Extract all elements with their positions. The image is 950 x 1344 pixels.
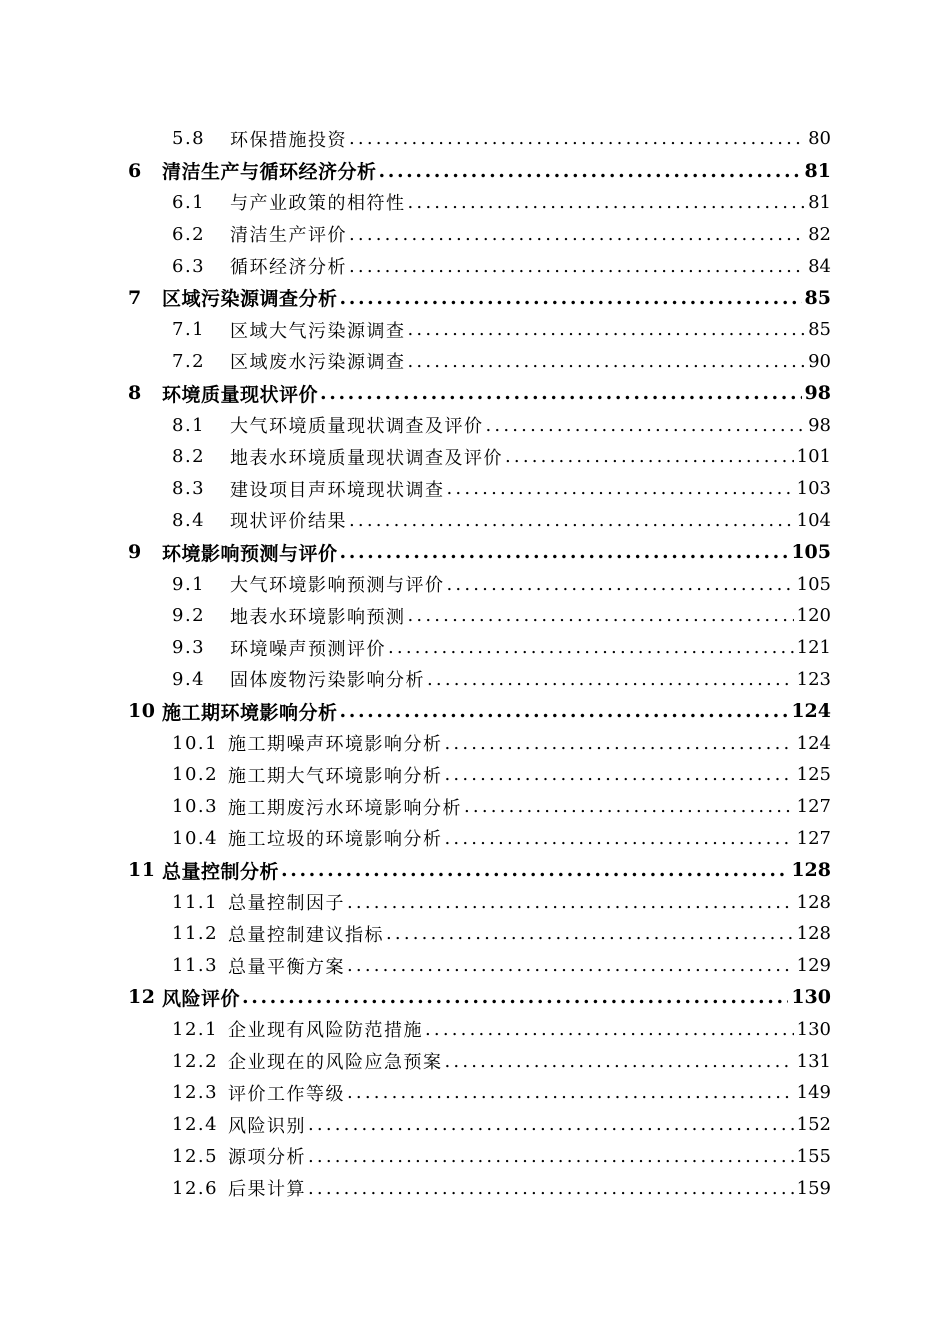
toc-dot-leader xyxy=(486,415,806,436)
toc-dot-leader xyxy=(505,446,794,467)
toc-entry-number: 9.2 xyxy=(172,605,206,627)
toc-entry-number: 10.3 xyxy=(172,796,219,818)
toc-chapter-entry[interactable] xyxy=(0,982,950,1014)
toc-dot-leader xyxy=(347,1082,794,1103)
toc-entry-number: 9.4 xyxy=(172,668,206,690)
toc-entry-number: 6.3 xyxy=(172,255,206,277)
toc-dot-leader xyxy=(379,160,802,182)
toc-dot-leader xyxy=(349,224,805,245)
toc-dot-leader xyxy=(320,382,802,404)
toc-entry-title: 总量控制因子 xyxy=(228,893,345,915)
toc-dot-leader xyxy=(408,319,806,340)
toc-entry-title: 环境质量现状评价 xyxy=(162,383,319,406)
toc-entry-number: 8.3 xyxy=(172,478,206,500)
toc-entry-number: 8.4 xyxy=(172,509,206,531)
toc-section-entry[interactable] xyxy=(0,1141,950,1173)
toc-entry-page-number: 85 xyxy=(804,286,831,309)
toc-dot-leader xyxy=(340,287,802,309)
toc-dot-leader xyxy=(464,796,794,817)
toc-entry-title: 循环经济分析 xyxy=(230,257,347,279)
toc-entry-number: 12.5 xyxy=(172,1145,219,1167)
toc-chapter-entry[interactable] xyxy=(0,854,950,886)
toc-entry-page-number: 90 xyxy=(808,350,831,372)
toc-entry-number: 12.4 xyxy=(172,1114,219,1136)
toc-dot-leader xyxy=(308,1114,794,1135)
toc-entry-number: 7.1 xyxy=(172,319,206,341)
toc-entry-number: 12.3 xyxy=(172,1082,219,1104)
toc-entry-page-number: 127 xyxy=(796,827,831,849)
toc-entry-page-number: 125 xyxy=(796,764,831,786)
toc-dot-leader xyxy=(308,1146,794,1167)
toc-entry-title: 清洁生产评价 xyxy=(230,225,347,247)
toc-section-entry[interactable] xyxy=(0,473,950,505)
toc-entry-page-number: 81 xyxy=(804,159,831,182)
toc-entry-number: 7 xyxy=(128,286,142,309)
toc-entry-number: 6.1 xyxy=(172,191,206,213)
toc-entry-title: 企业现有风险防范措施 xyxy=(228,1020,423,1042)
toc-dot-leader xyxy=(386,923,794,944)
toc-entry-page-number: 105 xyxy=(791,541,831,564)
toc-entry-number: 8 xyxy=(128,382,142,405)
toc-entry-number: 7.2 xyxy=(172,350,206,372)
toc-entry-title: 施工垃圾的环境影响分析 xyxy=(228,829,443,851)
toc-entry-title: 企业现在的风险应急预案 xyxy=(228,1052,443,1073)
toc-entry-title: 施工期大气环境影响分析 xyxy=(228,765,443,787)
toc-entry-page-number: 128 xyxy=(791,859,831,882)
toc-section-entry[interactable] xyxy=(0,632,950,664)
toc-entry-number: 10.2 xyxy=(172,764,219,786)
toc-entry-title: 总量控制建议指标 xyxy=(228,924,384,946)
toc-entry-title: 施工期环境影响分析 xyxy=(162,701,338,724)
toc-section-entry[interactable] xyxy=(0,918,950,950)
toc-entry-page-number: 128 xyxy=(796,923,831,945)
toc-section-entry[interactable] xyxy=(0,950,950,982)
toc-section-entry[interactable] xyxy=(0,600,950,632)
toc-dot-leader xyxy=(349,256,805,277)
toc-entry-number: 12.1 xyxy=(172,1018,219,1040)
toc-section-entry[interactable] xyxy=(0,409,950,441)
toc-entry-page-number: 130 xyxy=(796,1018,831,1040)
toc-entry-title: 区域废水污染源调查 xyxy=(230,352,406,374)
toc-section-entry[interactable] xyxy=(0,823,950,855)
toc-entry-page-number: 80 xyxy=(808,128,831,150)
toc-section-entry[interactable] xyxy=(0,314,950,346)
toc-section-entry[interactable] xyxy=(0,123,950,155)
toc-entry-title: 固体废物污染影响分析 xyxy=(230,670,425,692)
toc-entry-page-number: 152 xyxy=(796,1114,831,1136)
toc-entry-number: 5.8 xyxy=(172,128,206,150)
toc-entry-title: 区域大气污染源调查 xyxy=(230,320,406,342)
toc-entry-page-number: 98 xyxy=(804,382,831,405)
toc-section-entry[interactable] xyxy=(0,1172,950,1204)
toc-entry-title: 地表水环境影响预测 xyxy=(230,606,406,628)
toc-entry-page-number: 127 xyxy=(796,796,831,818)
toc-entry-page-number: 130 xyxy=(791,986,831,1009)
toc-section-entry[interactable] xyxy=(0,664,950,696)
toc-entry-title: 环保措施投资 xyxy=(230,129,347,151)
toc-entry-title: 地表水环境质量现状调查及评价 xyxy=(230,447,503,469)
toc-entry-number: 10 xyxy=(128,700,156,723)
toc-entry-number: 9 xyxy=(128,541,142,564)
toc-entry-number: 6 xyxy=(128,159,142,182)
toc-entry-title: 建设项目声环境现状调查 xyxy=(230,479,445,501)
toc-chapter-entry[interactable] xyxy=(0,536,950,568)
toc-entry-number: 10.4 xyxy=(172,827,219,849)
toc-dot-leader xyxy=(408,605,794,626)
toc-entry-title: 大气环境质量现状调查及评价 xyxy=(230,416,484,438)
toc-entry-page-number: 82 xyxy=(808,223,831,245)
toc-entry-number: 12 xyxy=(128,986,156,1009)
toc-dot-leader xyxy=(347,955,794,976)
toc-entry-title: 源项分析 xyxy=(228,1147,306,1169)
toc-entry-title: 施工期噪声环境影响分析 xyxy=(228,734,443,756)
toc-entry-page-number: 155 xyxy=(796,1145,831,1167)
toc-entry-title: 清洁生产与循环经济分析 xyxy=(162,161,377,184)
toc-dot-leader xyxy=(447,574,794,595)
toc-entry-page-number: 84 xyxy=(808,255,831,277)
toc-chapter-entry[interactable] xyxy=(0,377,950,409)
toc-dot-leader xyxy=(308,1178,794,1199)
toc-entry-number: 9.1 xyxy=(172,573,206,595)
toc-section-entry[interactable] xyxy=(0,505,950,537)
toc-chapter-entry[interactable] xyxy=(0,695,950,727)
toc-dot-leader xyxy=(242,986,788,1008)
toc-entry-title: 评价工作等级 xyxy=(228,1083,345,1105)
toc-entry-title: 风险评价 xyxy=(162,987,241,1010)
toc-dot-leader xyxy=(425,1019,794,1040)
toc-section-entry[interactable] xyxy=(0,187,950,219)
toc-dot-leader xyxy=(408,192,806,213)
toc-dot-leader xyxy=(347,892,794,913)
toc-entry-title: 风险识别 xyxy=(228,1115,306,1137)
toc-section-entry[interactable] xyxy=(0,250,950,282)
toc-dot-leader xyxy=(388,637,794,658)
toc-dot-leader xyxy=(447,478,794,499)
toc-entry-page-number: 98 xyxy=(808,414,831,436)
toc-entry-page-number: 159 xyxy=(796,1177,831,1199)
toc-section-entry[interactable] xyxy=(0,441,950,473)
toc-entry-number: 12.2 xyxy=(172,1050,219,1072)
toc-section-entry[interactable] xyxy=(0,1109,950,1141)
toc-entry-number: 12.6 xyxy=(172,1177,219,1199)
toc-entry-number: 11.2 xyxy=(172,923,219,945)
toc-section-entry[interactable] xyxy=(0,727,950,759)
toc-section-entry[interactable] xyxy=(0,886,950,918)
toc-section-entry[interactable] xyxy=(0,346,950,378)
toc-section-entry[interactable] xyxy=(0,791,950,823)
toc-entry-number: 6.2 xyxy=(172,223,206,245)
toc-entry-title: 与产业政策的相符性 xyxy=(230,193,406,215)
toc-entry-page-number: 81 xyxy=(808,191,831,213)
toc-entry-number: 8.2 xyxy=(172,446,206,468)
toc-entry-page-number: 131 xyxy=(796,1050,831,1072)
toc-dot-leader xyxy=(445,733,794,754)
toc-entry-page-number: 105 xyxy=(796,573,831,595)
toc-dot-leader xyxy=(349,128,805,149)
toc-entry-title: 现状评价结果 xyxy=(230,511,347,533)
toc-entry-number: 10.1 xyxy=(172,732,219,754)
toc-dot-leader xyxy=(408,351,806,372)
toc-section-entry[interactable] xyxy=(0,568,950,600)
toc-entry-page-number: 85 xyxy=(808,319,831,341)
toc-dot-leader xyxy=(340,700,789,722)
toc-entry-title: 大气环境影响预测与评价 xyxy=(230,575,445,597)
toc-entry-title: 区域污染源调查分析 xyxy=(162,288,338,311)
toc-dot-leader xyxy=(445,1051,794,1072)
toc-chapter-entry[interactable] xyxy=(0,282,950,314)
table-of-contents xyxy=(0,123,950,1204)
toc-dot-leader xyxy=(427,669,794,690)
toc-entry-page-number: 103 xyxy=(796,478,831,500)
toc-entry-number: 11.3 xyxy=(172,955,219,977)
toc-entry-page-number: 129 xyxy=(796,955,831,977)
toc-entry-title: 后果计算 xyxy=(228,1179,306,1201)
toc-entry-title: 总量平衡方案 xyxy=(228,956,345,978)
toc-entry-page-number: 128 xyxy=(796,891,831,913)
toc-chapter-entry[interactable] xyxy=(0,155,950,187)
toc-entry-number: 11 xyxy=(128,859,156,882)
toc-dot-leader xyxy=(281,859,788,881)
toc-entry-title: 环境噪声预测评价 xyxy=(230,638,386,660)
toc-entry-page-number: 104 xyxy=(796,509,831,531)
toc-dot-leader xyxy=(349,510,794,531)
toc-entry-page-number: 120 xyxy=(796,605,831,627)
toc-section-entry[interactable] xyxy=(0,218,950,250)
toc-entry-page-number: 149 xyxy=(796,1082,831,1104)
toc-entry-page-number: 124 xyxy=(791,700,831,723)
toc-section-entry[interactable] xyxy=(0,759,950,791)
toc-entry-number: 8.1 xyxy=(172,414,206,436)
toc-entry-page-number: 121 xyxy=(796,637,831,659)
toc-entry-title: 环境影响预测与评价 xyxy=(162,542,338,565)
toc-section-entry[interactable] xyxy=(0,1045,950,1077)
toc-dot-leader xyxy=(340,541,789,563)
toc-entry-page-number: 123 xyxy=(796,668,831,690)
toc-entry-title: 施工期废污水环境影响分析 xyxy=(228,797,462,819)
toc-entry-page-number: 101 xyxy=(796,446,831,468)
toc-dot-leader xyxy=(445,764,794,785)
toc-section-entry[interactable] xyxy=(0,1077,950,1109)
toc-entry-title: 总量控制分析 xyxy=(162,860,280,883)
toc-dot-leader xyxy=(445,828,794,849)
toc-entry-number: 9.3 xyxy=(172,637,206,659)
toc-entry-page-number: 124 xyxy=(796,732,831,754)
toc-entry-number: 11.1 xyxy=(172,891,219,913)
toc-section-entry[interactable] xyxy=(0,1013,950,1045)
